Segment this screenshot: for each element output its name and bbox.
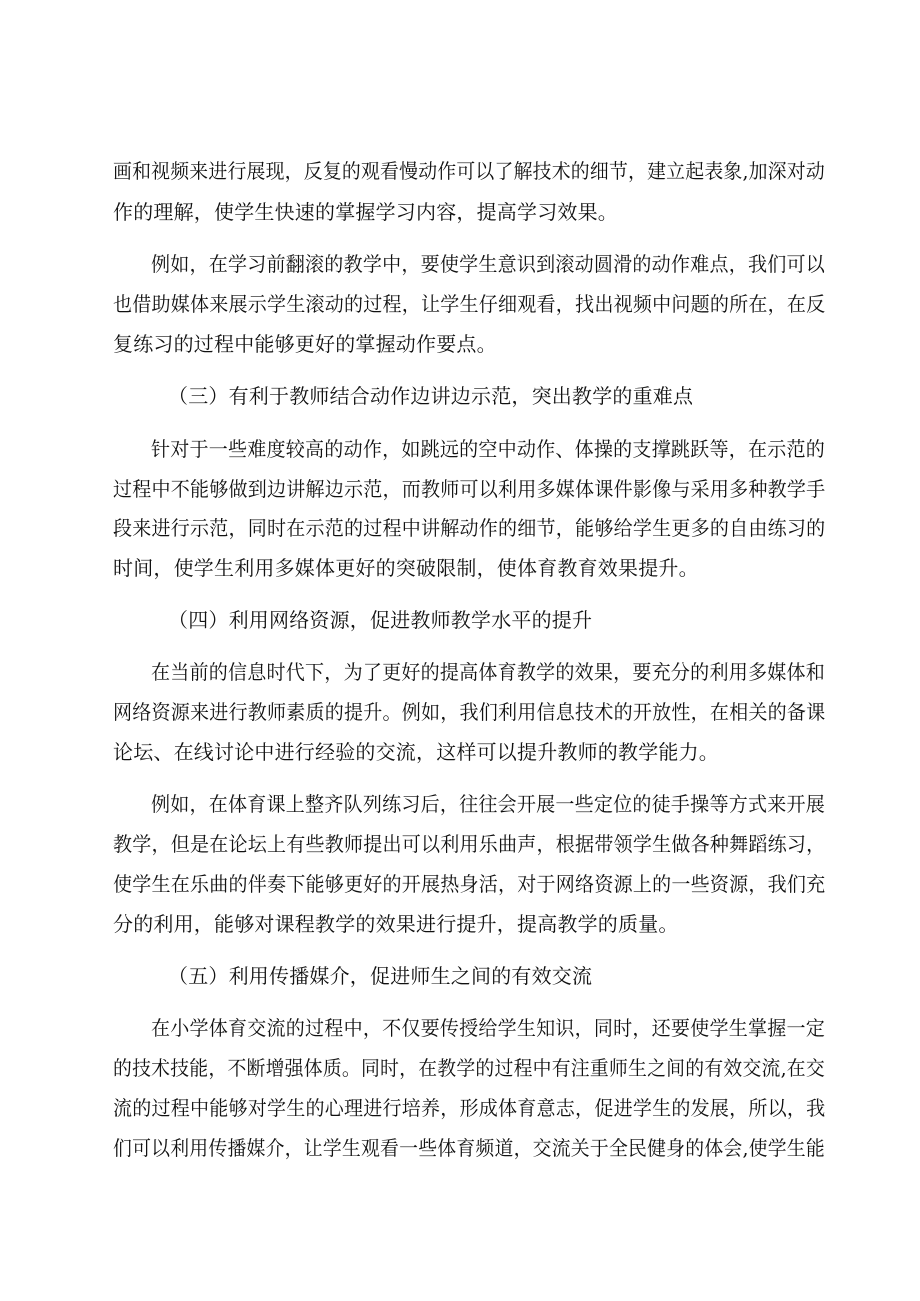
body-text-line: 在当前的信息时代下，为了更好的提高体育教学的效果，要充分的利用多媒体和	[151, 660, 825, 684]
section-heading: （五）利用传播媒介，促进师生之间的有效交流	[168, 964, 593, 988]
body-text-line: 针对于一些难度较高的动作，如跳远的空中动作、体操的支撑跳跃等，在示范的	[151, 437, 825, 461]
body-text-line: 段来进行示范，同时在示范的过程中讲解动作的细节，能够给学生更多的自由练习的	[113, 516, 826, 540]
body-text-line: 们可以利用传播媒介，让学生观看一些体育频道，交流关于全民健身的体会,使学生能	[113, 1136, 825, 1160]
body-text-line: 流的过程中能够对学生的心理进行培养，形成体育意志，促进学生的发展，所以，我	[113, 1096, 826, 1120]
section-heading: （四）利用网络资源，促进教师教学水平的提升	[168, 608, 593, 632]
body-text-line: 教学，但是在论坛上有些教师提出可以利用乐曲声，根据带领学生做各种舞蹈练习，	[113, 832, 826, 856]
body-text-line: 复练习的过程中能够更好的掌握动作要点。	[113, 332, 497, 356]
body-text-line: 的技术技能，不断增强体质。同时，在教学的过程中有注重师生之间的有效交流,在交	[113, 1056, 825, 1080]
body-text-line: 也借助媒体来展示学生滚动的过程，让学生仔细观看，找出视频中问题的所在，在反	[113, 292, 826, 316]
section-heading: （三）有利于教师结合动作边讲边示范，突出教学的重难点	[168, 384, 694, 408]
body-text-line: 例如，在体育课上整齐队列练习后，往往会开展一些定位的徒手操等方式来开展	[151, 792, 825, 816]
body-text-line: 画和视频来进行展现，反复的观看慢动作可以了解技术的细节，建立起表象,加深对动	[113, 159, 825, 183]
body-text-line: 使学生在乐曲的伴奏下能够更好的开展热身活，对于网络资源上的一些资源，我们充	[113, 872, 826, 896]
body-text-line: 网络资源来进行教师素质的提升。例如，我们利用信息技术的开放性，在相关的备课	[113, 700, 826, 724]
body-text-line: 例如，在学习前翻滚的教学中，要使学生意识到滚动圆滑的动作难点，我们可以	[151, 252, 825, 276]
body-text-line: 作的理解，使学生快速的掌握学习内容，提高学习效果。	[113, 200, 618, 224]
body-text-line: 时间，使学生利用多媒体更好的突破限制，使体育教育效果提升。	[113, 556, 699, 580]
body-text-line: 分的利用，能够对课程教学的效果进行提升，提高教学的质量。	[113, 912, 679, 936]
body-text-line: 过程中不能够做到边讲解边示范，而教师可以利用多媒体课件影像与采用多种教学手	[113, 477, 826, 501]
body-text-line: 在小学体育交流的过程中，不仅要传授给学生知识，同时，还要使学生掌握一定	[151, 1016, 825, 1040]
body-text-line: 论坛、在线讨论中进行经验的交流，这样可以提升教师的教学能力。	[113, 740, 719, 764]
